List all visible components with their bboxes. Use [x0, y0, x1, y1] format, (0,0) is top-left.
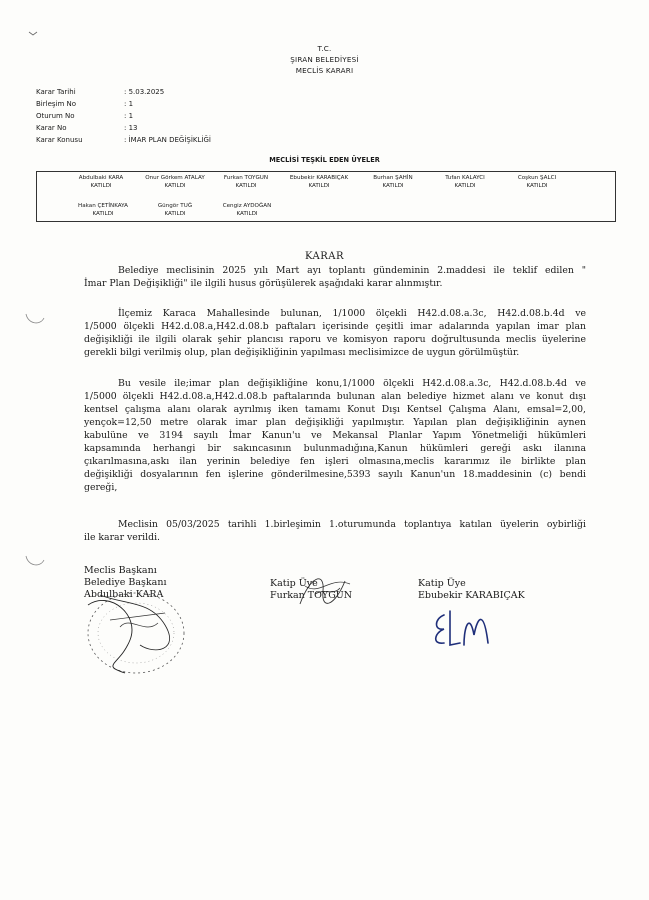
signature-chair	[84, 565, 167, 601]
signature-role: Meclis Başkanı	[84, 565, 157, 576]
paragraph-plan-change	[84, 307, 586, 359]
punch-hole-mark-icon	[24, 310, 46, 328]
meta-label-subject: Karar Konusu	[36, 136, 83, 144]
header-municipality: ŞIRAN BELEDİYESİ	[290, 55, 359, 64]
meta-label-sitting: Oturum No	[36, 112, 75, 120]
meta-value-sitting: : 1	[124, 112, 134, 120]
member-name: Güngör TUĞ	[157, 203, 193, 209]
member-name: Coşkun ŞALCI	[517, 175, 557, 181]
paragraph-intro	[84, 264, 586, 290]
member-cell	[373, 175, 412, 190]
paragraph-line: değişikliği ile ilgili olarak şehir plancısı raporu ve komisyon raporu doğrultusunda meclis üyelerine	[84, 334, 586, 345]
member-cell	[78, 203, 128, 218]
signature-name: Ebubekir KARABIÇAK	[418, 590, 525, 601]
meta-value-session: : 1	[124, 100, 134, 108]
member-cell	[79, 175, 123, 190]
paragraph-line: Meclisin 05/03/2025 tarihli 1.birleşimin 1.oturumunda toplantıya katılan üyelerin oybirliği	[118, 519, 586, 530]
meta-value-date: : 5.03.2025	[124, 88, 165, 96]
member-cell	[445, 175, 485, 190]
paragraph-line: çıkarılmasına,askı ilan yerinin belediye fen işleri olmasına,meclis kararımız ile birlikte plan	[84, 456, 586, 467]
member-cell	[145, 175, 205, 190]
member-name: Ebubekir KARABIÇAK	[289, 175, 349, 181]
signature-name: Furkan TOYGUN	[270, 590, 353, 601]
member-status: KATILDI	[454, 182, 476, 189]
signature-clerk-2	[418, 578, 525, 602]
member-name: Tufan KALAYCI	[445, 175, 485, 181]
paragraph-line: kapsamında herhangi bir sakıncasının bulunmadığına,Kanun hükümleri gereği askı ilanına	[84, 443, 586, 454]
paragraph-line: Belediye meclisinin 2025 yılı Mart ayı toplantı gündeminin 2.maddesi ile teklif edilen "	[118, 265, 586, 276]
member-cell	[518, 175, 556, 190]
meta-value-number: : 13	[124, 124, 138, 132]
paragraph-line: kentsel çalışma alanı olarak ayrılmış iken tamamı Konut Dışı Kentsel Çalışma Alanı, emsal=2,00,	[84, 404, 586, 415]
member-status: KATILDI	[308, 182, 330, 189]
member-status: KATILDI	[236, 210, 258, 217]
meta-label-date: Karar Tarihi	[36, 88, 76, 96]
paragraph-line: İmar Plan Değişikliği" ile ilgili husus görüşülerek aşağıdaki karar alınmıştır.	[84, 278, 443, 289]
paragraph-line: Bu vesile ile;imar plan değişikliğine konu,1/1000 ölçekli H42.d.08.a.3c, H42.d.08.b.4d ve	[118, 378, 586, 389]
paragraph-line: yençok=12,50 metre olarak imar plan değişikliği yapılmıştır. Yapılan plan değişikliğinin aynen	[84, 417, 586, 428]
paragraph-line: değişikliği dosyalarının fen işlerine gönderilmesine,5393 sayılı Kanun'un 18.maddesinin (c) bendi	[84, 469, 586, 480]
meta-value-subject: : İMAR PLAN DEĞİŞİKLİĞİ	[124, 136, 211, 144]
meta-label-number: Karar No	[36, 124, 67, 132]
signature-name: Abdulbaki KARA	[84, 589, 164, 600]
paragraph-vote	[84, 518, 586, 544]
signature-clerk-1	[270, 578, 352, 602]
member-name: Hakan ÇETİNKAYA	[78, 203, 128, 209]
header-tc: T.C.	[317, 44, 332, 53]
member-status: KATILDI	[164, 182, 186, 189]
paragraph-line: İlçemiz Karaca Mahallesinde bulunan, 1/1000 ölçekli H42.d.08.a.3c, H42.d.08.b.4d ve	[118, 308, 586, 319]
paragraph-line: kabulüne ve 3194 sayılı İmar Kanun'u ve Mekansal Planlar Yapım Yönetmeliği hükümleri	[84, 430, 586, 441]
paragraph-line: gerekli bilgi verilmiş olup, plan değişikliğinin yapılması meclisimizce de uygun görülmüştür.	[84, 347, 520, 358]
members-box	[36, 171, 616, 222]
paragraph-line: ile karar verildi.	[84, 532, 160, 543]
signature-role: Katip Üye	[270, 578, 318, 589]
paragraph-resolution	[84, 377, 586, 494]
paragraph-line: 1/5000 ölçekli H42.d.08.a,H42.d.08.b paftaları içerisinde çeşitli imar adalarında yapılan imar plan	[84, 321, 586, 332]
paragraph-line: 1/5000 ölçekli H42.d.08.a,H42.d.08.b paftalarında bulunan alan belediye hizmet alanı ve konut dışı	[84, 391, 586, 402]
signature-role: Belediye Başkanı	[84, 577, 167, 588]
member-name: Abdulbaki KARA	[78, 175, 124, 181]
member-status: KATILDI	[90, 182, 112, 189]
member-name: Onur Görkem ATALAY	[145, 175, 205, 181]
decision-title: KARAR	[304, 251, 345, 262]
member-cell	[223, 203, 272, 218]
member-status: KATILDI	[235, 182, 257, 189]
member-status: KATILDI	[164, 210, 186, 217]
member-cell	[224, 175, 268, 190]
member-status: KATILDI	[526, 182, 548, 189]
meta-label-session: Birleşim No	[36, 100, 77, 108]
member-cell	[158, 203, 192, 218]
signature-role: Katip Üye	[418, 578, 466, 589]
paragraph-line: gereği,	[84, 482, 118, 493]
member-name: Cengiz AYDOĞAN	[222, 203, 272, 209]
member-status: KATILDI	[382, 182, 404, 189]
members-title: MECLİSİ TEŞKİL EDEN ÜYELER	[269, 156, 380, 164]
decision-meta	[0, 0, 649, 150]
member-name: Furkan TOYGUN	[223, 175, 269, 181]
member-cell	[290, 175, 348, 190]
punch-hole-mark-icon	[24, 552, 46, 570]
member-status: KATILDI	[92, 210, 114, 217]
handwritten-signature-icon	[430, 605, 500, 650]
member-name: Burhan ŞAHİN	[373, 175, 413, 181]
header-doc-type: MECLİS KARARI	[295, 66, 354, 75]
